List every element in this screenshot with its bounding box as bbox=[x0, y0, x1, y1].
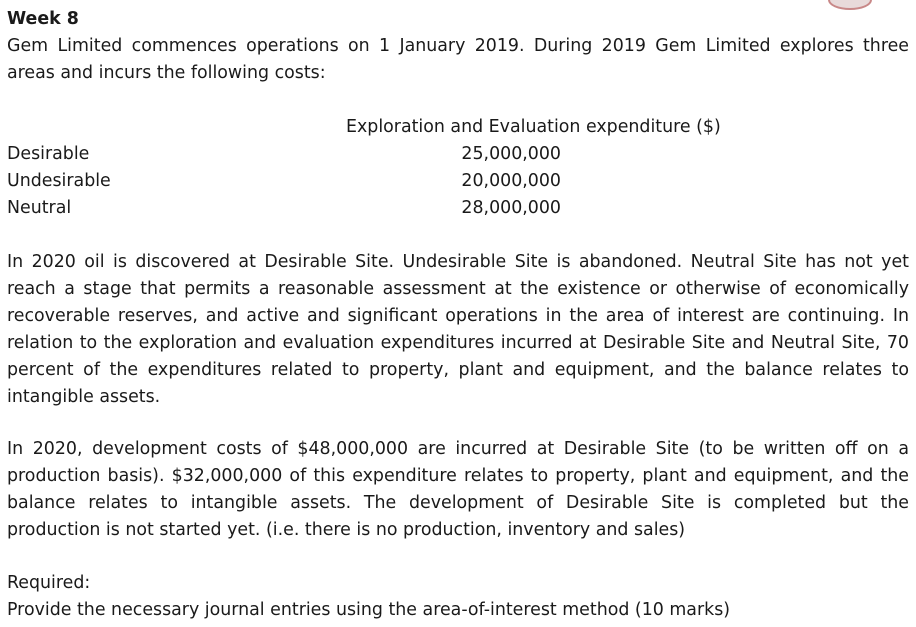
site-name: Desirable bbox=[7, 144, 90, 164]
table-row bbox=[7, 195, 567, 222]
required-text: Provide the necessary journal entries using the area-of-interest method (10 marks) bbox=[7, 600, 731, 620]
site-amount: 28,000,000 bbox=[461, 198, 561, 218]
table-row bbox=[7, 168, 567, 195]
site-name: Neutral bbox=[7, 198, 72, 218]
paragraph-development-costs: In 2020, development costs of $48,000,000 are incurred at Desirable Site (to be written off on a production basis). $32,000,000 of this expenditure relates to property, plant and equipment, and the balance relates to intangible assets. The development of Desirable Site is completed but the production is not started yet. (i.e. there is no production, inventory and sales) bbox=[7, 439, 909, 540]
site-amount: 25,000,000 bbox=[461, 144, 561, 164]
site-amount: 20,000,000 bbox=[461, 171, 561, 191]
site-name: Undesirable bbox=[7, 171, 111, 191]
required-label: Required: bbox=[7, 573, 91, 593]
corner-stamp-icon bbox=[828, 0, 872, 10]
page-title: Week 8 bbox=[7, 9, 79, 29]
table-heading: Exploration and Evaluation expenditure ($) bbox=[346, 117, 721, 137]
table-row bbox=[7, 141, 567, 168]
paragraph-2020-discovery: In 2020 oil is discovered at Desirable Site. Undesirable Site is abandoned. Neutral Site has not yet reach a stage that permits a reasonable assessment at the existence or otherwise of economically recoverable reserves, and active and significant operations in the area of interest are continuing. In relation to the exploration and evaluation expenditures incurred at Desirable Site and Neutral Site, 70 percent of the expenditures related to property, plant and equipment, and the balance relates to intangible assets. bbox=[7, 252, 909, 407]
intro-paragraph: Gem Limited commences operations on 1 January 2019. During 2019 Gem Limited explores three areas and incurs the following costs: bbox=[7, 36, 909, 83]
